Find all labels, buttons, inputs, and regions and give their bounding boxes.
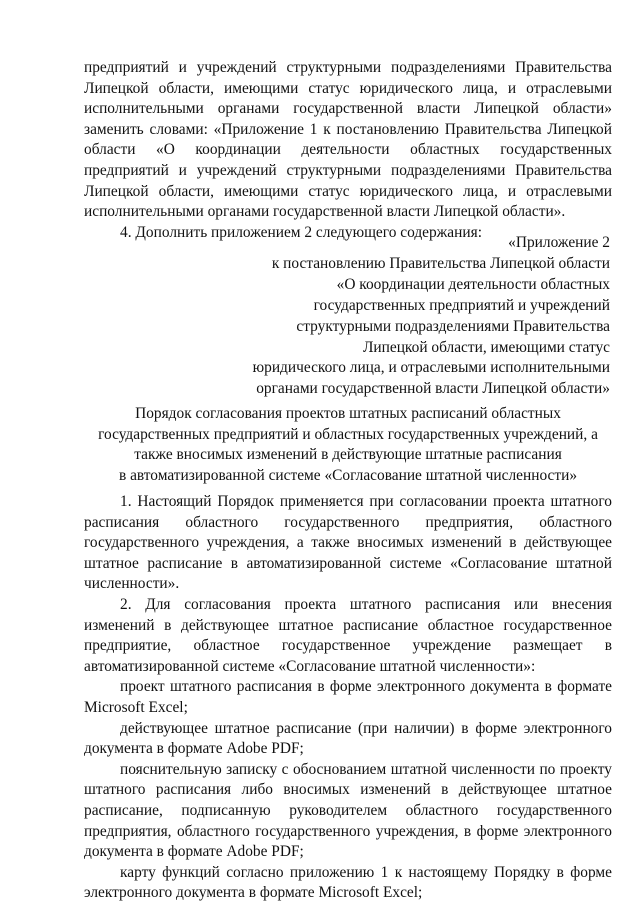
appendix-line: «Приложение 2: [508, 234, 610, 251]
appendix-line: «О координации деятельности областных: [336, 275, 610, 293]
title-line: в автоматизированной системе «Согласование штатной численности»: [118, 466, 578, 484]
appendix-line: государственных предприятий и учреждений: [313, 296, 610, 314]
paragraph-continuation: предприятий и учреждений структурными подразделениями Правительства Липецкой области, имеющими статус юридического лица, и отраслевыми исполнительными органами государственной власти Липецкой области» заменить словами: «Приложение 1 к постановлению Правительства Липецкой области «О координации деятельности областных государственных предприятий и учреждений структурными подразделениями Правительства Липецкой области, имеющими статус юридического лица, и отраслевыми исполнительными органами государственной власти Липецкой области».: [84, 59, 612, 221]
appendix-line: органами государственной власти Липецкой области»: [256, 380, 610, 398]
title-line: также вносимых изменений в действующие штатные расписания: [134, 446, 562, 464]
top-text-block: [84, 58, 612, 243]
document-title: [84, 404, 612, 486]
appendix-header: [230, 233, 610, 400]
appendix-line: к постановлению Правительства Липецкой области: [271, 254, 610, 272]
list-item: действующее штатное расписание (при наличии) в форме электронного документа в формате Adobe PDF;: [84, 719, 612, 758]
list-item: карту функций согласно приложению 1 к настоящему Порядку в форме электронного документа в формате Microsoft Excel;: [84, 863, 612, 902]
list-item: пояснительную записку с обоснованием штатной численности по проекту штатного расписания либо вносимых изменений в действующее штатное расписание, подписанную руководителем областного государственного предприятия, областного государственного учреждения, в форме электронного документа в формате Adobe PDF;: [84, 760, 612, 861]
main-text-block: [84, 492, 612, 904]
paragraph-item-2: 2. Для согласования проекта штатного расписания или внесения изменений в действующее штатное расписание областное государственное предприятие, областное государственное учреждение размещает в автоматизированной системе «Согласование штатной численности»:: [84, 595, 612, 675]
paragraph-item-4: 4. Дополнить приложением 2 следующего содержания:: [120, 223, 482, 241]
title-line: Порядок согласования проектов штатных расписаний областных: [135, 405, 561, 422]
appendix-line: структурными подразделениями Правительства: [296, 317, 610, 335]
appendix-line: юридического лица, и отраслевыми исполнительными: [252, 359, 610, 377]
paragraph-item-1: 1. Настоящий Порядок применяется при согласовании проекта штатного расписания областного государственного предприятия, областного государственного учреждения, а также вносимых изменений в действующее штатное расписание в автоматизированной системе «Согласование штатной численности».: [84, 493, 612, 593]
title-line: государственных предприятий и областных государственных учреждений, а: [98, 425, 598, 443]
list-item: проект штатного расписания в форме электронного документа в формате Microsoft Excel;: [84, 678, 612, 716]
appendix-line: Липецкой области, имеющими статус: [362, 338, 610, 356]
